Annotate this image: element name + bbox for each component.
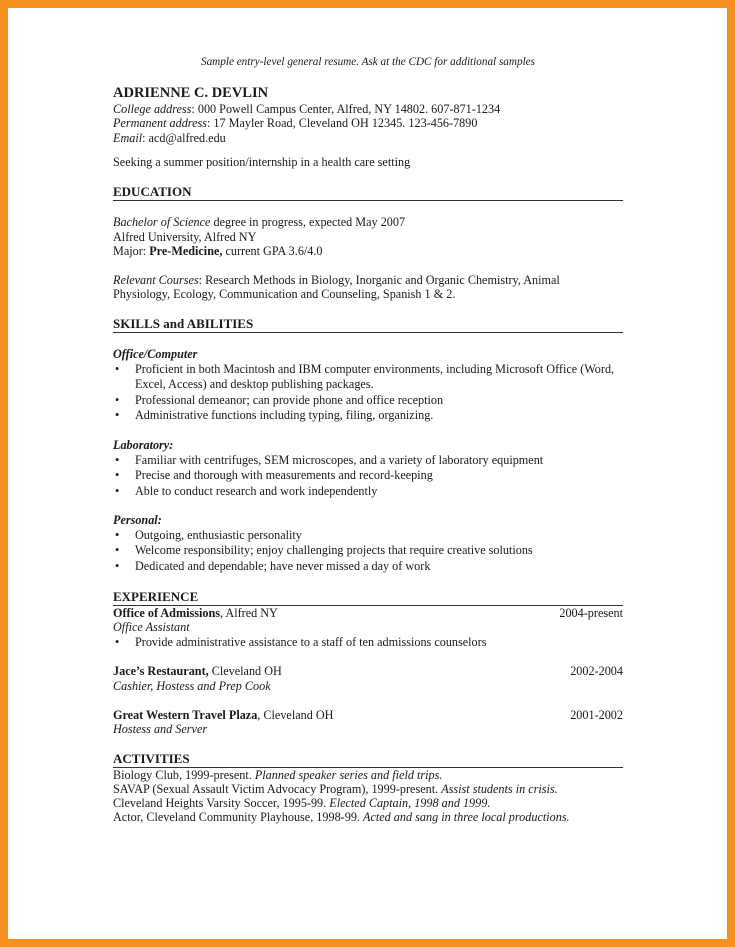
job-dates: 2004-present xyxy=(559,605,623,620)
list-item: • Professional demeanor; can provide phone and office reception xyxy=(113,393,623,409)
list-item: • Able to conduct research and work independently xyxy=(113,484,623,500)
job-dates: 2001-2002 xyxy=(570,707,623,722)
job-role: Hostess and Server xyxy=(113,722,208,737)
activity-text: Biology Club, 1999-present. xyxy=(113,767,255,782)
job-employer-line xyxy=(113,606,278,621)
school-line: Alfred University, Alfred NY xyxy=(113,229,257,244)
degree-name: Bachelor of Science xyxy=(113,214,211,229)
activity-item xyxy=(113,782,623,796)
list-item: • Outgoing, enthusiastic personality xyxy=(113,528,623,544)
resume-page xyxy=(8,8,727,939)
job-location: , Cleveland OH xyxy=(257,707,334,722)
activity-text: SAVAP (Sexual Assault Victim Advocacy Program), 1999-present. xyxy=(113,782,442,797)
list-item: • Provide administrative assistance to a staff of ten admissions counselors xyxy=(113,635,623,651)
activity-item xyxy=(113,810,623,824)
job-employer: Great Western Travel Plaza xyxy=(113,707,258,722)
list-item: • Precise and thorough with measurements and record-keeping xyxy=(113,468,623,484)
list-item: • Welcome responsibility; enjoy challenging projects that require creative solutions xyxy=(113,543,623,559)
activity-item xyxy=(113,768,623,782)
office-skills-list xyxy=(113,362,623,424)
courses-line-2: Physiology, Ecology, Communication and Counseling, Spanish 1 & 2. xyxy=(113,287,456,302)
major-name: Pre-Medicine, xyxy=(149,244,223,259)
permanent-address-value: : 17 Mayler Road, Cleveland OH 12345. 123-456-7890 xyxy=(207,116,478,131)
job-employer-line xyxy=(113,664,282,679)
sample-note: Sample entry-level general resume. Ask at the CDC for additional samples xyxy=(200,56,536,68)
skills-heading: SKILLS and ABILITIES xyxy=(113,316,623,333)
job-location: , Alfred NY xyxy=(219,605,278,620)
courses-line xyxy=(113,273,623,288)
job-header xyxy=(113,606,623,621)
objective: Seeking a summer position/internship in a health care setting xyxy=(113,155,411,170)
email xyxy=(113,131,623,146)
major-line xyxy=(113,244,623,259)
job-role: Cashier, Hostess and Prep Cook xyxy=(113,679,271,694)
job-role: Office Assistant xyxy=(113,620,190,635)
job-employer: Jace’s Restaurant, xyxy=(113,664,209,679)
job-dates: 2002-2004 xyxy=(570,664,623,679)
lab-skills-list xyxy=(113,453,623,500)
degree-status: degree in progress, expected May 2007 xyxy=(210,214,406,229)
major-label: Major: xyxy=(113,244,150,259)
activity-item xyxy=(113,796,623,810)
job-bullets xyxy=(113,635,623,651)
personal-skills-list xyxy=(113,528,623,575)
activities-heading: ACTIVITIES xyxy=(113,751,623,768)
major-gpa: current GPA 3.6/4.0 xyxy=(222,244,323,259)
experience-heading: EXPERIENCE xyxy=(113,589,623,606)
courses-list-1: : Research Methods in Biology, Inorganic and Organic Chemistry, Animal xyxy=(198,272,560,287)
resume-content xyxy=(113,55,623,825)
activity-text: Cleveland Heights Varsity Soccer, 1995-99. xyxy=(113,796,330,811)
list-item: • Administrative functions including typing, filing, organizing. xyxy=(113,408,623,424)
courses-label: Relevant Courses xyxy=(113,272,199,287)
activity-detail: Elected Captain, 1998 and 1999. xyxy=(329,796,491,811)
education-heading: EDUCATION xyxy=(113,184,623,201)
activity-detail: Planned speaker series and field trips. xyxy=(254,767,443,782)
permanent-address-label: Permanent address xyxy=(113,116,207,131)
activity-detail: Acted and sang in three local productions. xyxy=(363,810,570,825)
college-address-value: : 000 Powell Campus Center, Alfred, NY 14802. 607-871-1234 xyxy=(191,101,501,116)
applicant-name: ADRIENNE C. DEVLIN xyxy=(113,84,269,101)
list-item: • Familiar with centrifuges, SEM microscopes, and a variety of laboratory equipment xyxy=(113,453,623,469)
email-label: Email xyxy=(113,130,143,145)
activity-text: Actor, Cleveland Community Playhouse, 1998-99. xyxy=(113,810,364,825)
job-header xyxy=(113,664,623,679)
laboratory-heading: Laboratory: xyxy=(113,437,174,452)
office-computer-heading: Office/Computer xyxy=(113,346,198,361)
list-item: • Dedicated and dependable; have never missed a day of work xyxy=(113,559,623,575)
list-item: • Proficient in both Macintosh and IBM computer environments, including Microsoft Office (Word, Excel, Access) and desktop publishing packages. xyxy=(113,362,623,393)
activity-detail: Assist students in crisis. xyxy=(441,782,558,797)
college-address-label: College address xyxy=(113,101,192,116)
permanent-address xyxy=(113,116,623,131)
degree-line xyxy=(113,215,623,230)
job-employer: Office of Admissions xyxy=(113,605,220,620)
job-location: Cleveland OH xyxy=(208,664,282,679)
personal-heading: Personal: xyxy=(113,513,162,528)
job-header xyxy=(113,708,623,723)
email-value: : acd@alfred.edu xyxy=(142,130,226,145)
college-address xyxy=(113,102,623,117)
job-employer-line xyxy=(113,708,333,723)
